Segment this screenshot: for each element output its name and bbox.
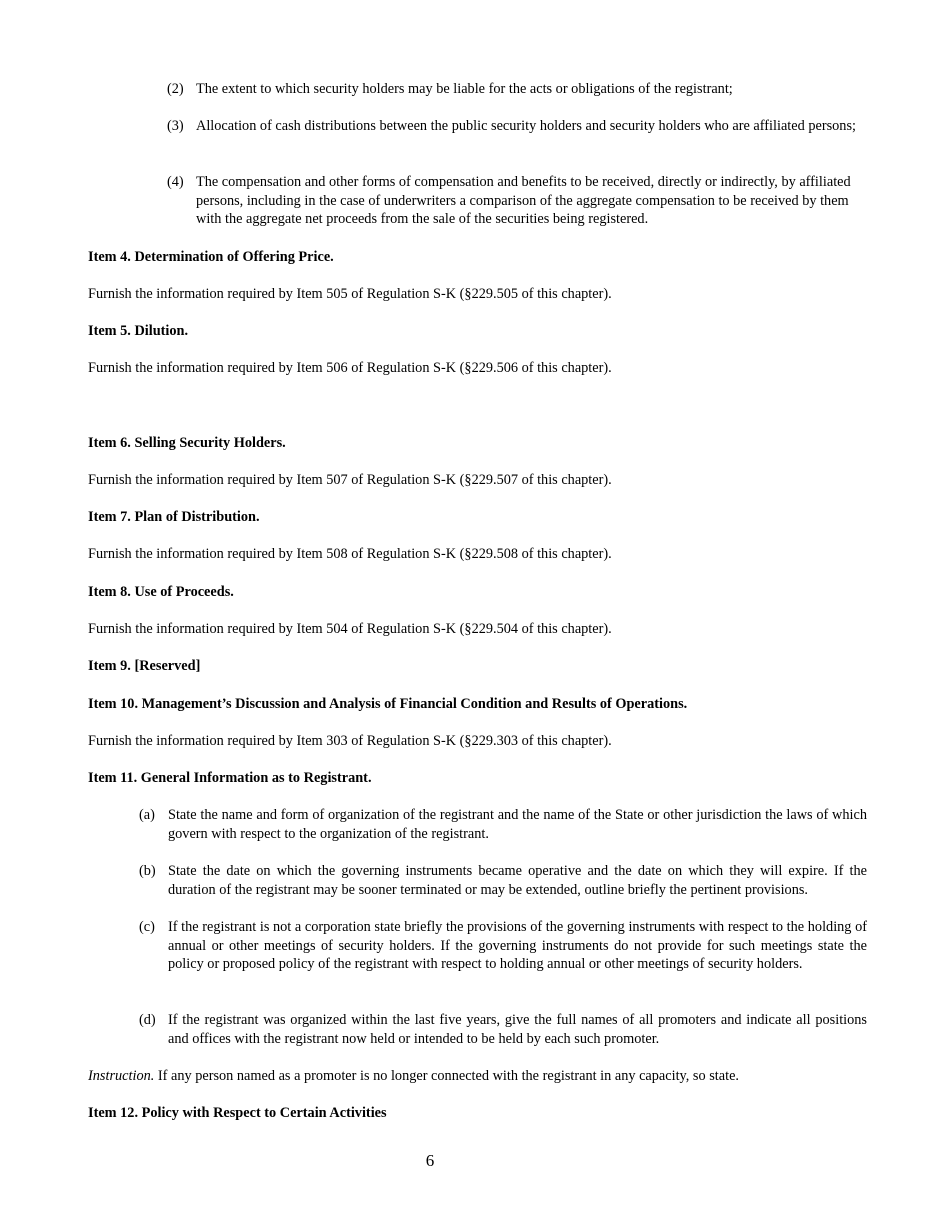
list-item-text: The extent to which security holders may be liable for the acts or obligations of the registrant; — [196, 81, 733, 97]
list-item-label: (3) — [167, 118, 184, 134]
item-5-heading: Item 5. Dilution. — [88, 323, 189, 339]
list-item-d — [139, 1011, 867, 1048]
list-item-text: State the date on which the governing instruments became operative and the date on which they will expire. If the duration of the registrant may be sooner terminated or may be extended, outline briefly the pertinent provisions. — [168, 863, 867, 898]
list-item-text: The compensation and other forms of compensation and benefits to be received, directly or indirectly, by affiliated persons, including in the case of underwriters a comparison of the aggregate compensation to be received by them with the aggregate net proceeds from the sale of the securities being registered. — [196, 174, 851, 227]
item-4-heading: Item 4. Determination of Offering Price. — [88, 249, 334, 265]
item-8-heading: Item 8. Use of Proceeds. — [88, 584, 234, 600]
item-11-heading: Item 11. General Information as to Registrant. — [88, 770, 372, 786]
list-item-label: (d) — [139, 1012, 156, 1028]
list-item-label: (4) — [167, 174, 184, 190]
item-7-heading: Item 7. Plan of Distribution. — [88, 509, 260, 525]
list-item-label: (a) — [139, 807, 155, 823]
item-10-text: Furnish the information required by Item 303 of Regulation S-K (§229.303 of this chapter). — [88, 733, 612, 749]
list-item-label: (2) — [167, 81, 184, 97]
item-4-text: Furnish the information required by Item 505 of Regulation S-K (§229.505 of this chapter). — [88, 286, 612, 302]
list-item-label: (b) — [139, 863, 156, 879]
list-item-3 — [167, 117, 867, 136]
instruction-text: If any person named as a promoter is no longer connected with the registrant in any capacity, so state. — [154, 1068, 739, 1084]
item-6-text: Furnish the information required by Item 507 of Regulation S-K (§229.507 of this chapter). — [88, 472, 612, 488]
list-item-b — [139, 862, 867, 899]
item-6-heading: Item 6. Selling Security Holders. — [88, 435, 286, 451]
list-item-text: Allocation of cash distributions between the public security holders and security holders who are affiliated persons; — [196, 118, 856, 134]
list-item-4 — [167, 173, 867, 229]
item-10-heading: Item 10. Management’s Discussion and Analysis of Financial Condition and Results of Operations. — [88, 696, 688, 712]
list-item-text: If the registrant was organized within the last five years, give the full names of all promoters and indicate all positions and offices with the registrant now held or intended to be held by each such promoter. — [168, 1012, 867, 1047]
list-item-text: State the name and form of organization of the registrant and the name of the State or other jurisdiction the laws of which govern with respect to the organization of the registrant. — [168, 807, 867, 842]
instruction-note — [88, 1067, 878, 1086]
list-item-text: If the registrant is not a corporation state briefly the provisions of the governing instruments with respect to the holding of annual or other meetings of security holders. If the governing instruments do not provide for such meetings state the policy or proposed policy of the registrant with respect to holding annual or other meetings of security holders. — [168, 919, 867, 972]
item-8-text: Furnish the information required by Item 504 of Regulation S-K (§229.504 of this chapter). — [88, 621, 612, 637]
item-5-text: Furnish the information required by Item 506 of Regulation S-K (§229.506 of this chapter). — [88, 360, 612, 376]
list-item-label: (c) — [139, 919, 155, 935]
page-number: 6 — [425, 1151, 435, 1170]
list-item-2 — [167, 80, 867, 99]
item-9-heading: Item 9. [Reserved] — [88, 658, 201, 674]
list-item-a — [139, 806, 867, 843]
item-12-heading: Item 12. Policy with Respect to Certain Activities — [88, 1105, 387, 1121]
list-item-c — [139, 918, 867, 974]
instruction-label: Instruction. — [88, 1068, 155, 1084]
item-7-text: Furnish the information required by Item 508 of Regulation S-K (§229.508 of this chapter). — [88, 546, 612, 562]
